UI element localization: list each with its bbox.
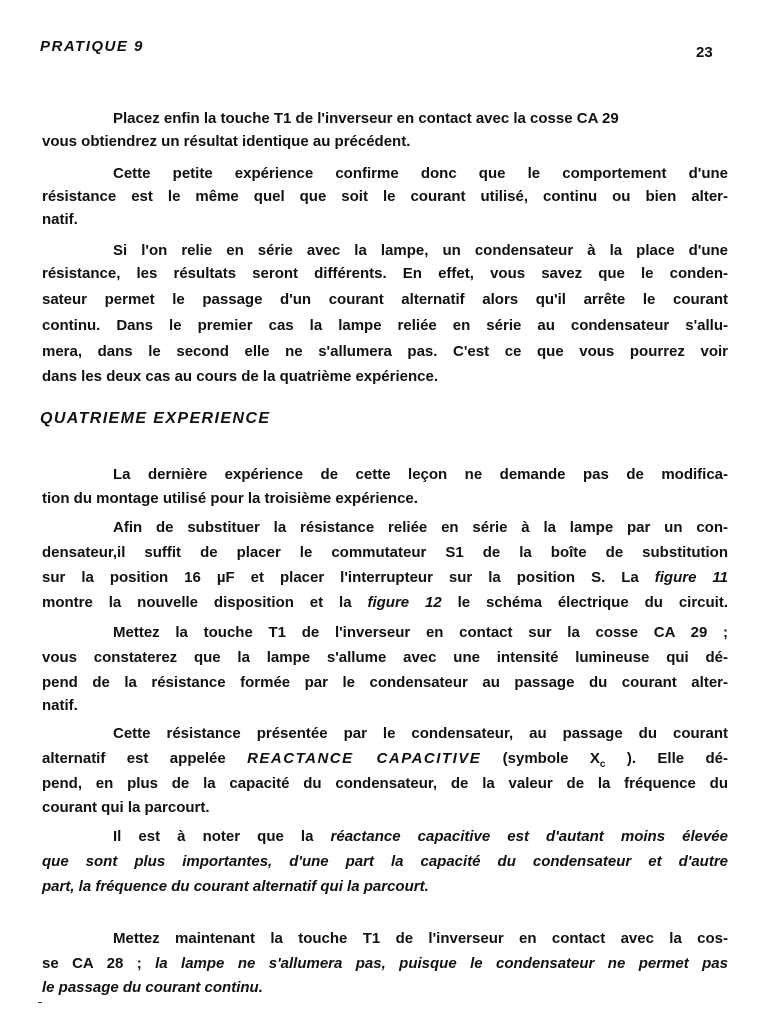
text-line: [42, 748, 728, 770]
text-line: vous constaterez que la lampe s'allume avec une intensité lumineuse qui dé-: [42, 649, 728, 666]
text-run: alternatif est appelée: [42, 750, 248, 767]
text-line: part, la fréquence du courant alternatif qui la parcourt.: [42, 878, 429, 895]
text-run: sur la position 16 µF et placer l'interrupteur sur la position S. La: [42, 569, 655, 586]
scan-mark: [38, 1002, 42, 1003]
subscript: c: [599, 759, 606, 770]
text-line: pend de la résistance formée par le condensateur au passage du courant alter-: [42, 674, 728, 691]
text-line: Mettez maintenant la touche T1 de l'inverseur en contact avec la cos-: [113, 930, 728, 947]
text-line: tion du montage utilisé pour la troisième expérience.: [42, 490, 418, 507]
text-run: se CA 28 ;: [42, 955, 156, 972]
text-line: vous obtiendrez un résultat identique au précédent.: [42, 133, 411, 150]
text-line: que sont plus importantes, d'une part la capacité du condensateur et d'autre: [42, 853, 728, 870]
text-line: Si l'on relie en série avec la lampe, un condensateur à la place d'une: [113, 242, 728, 259]
text-run-italic: réactance capacitive est d'autant moins élevée: [330, 828, 728, 845]
term-emphasis: REACTANCE CAPACITIVE: [247, 750, 482, 767]
text-line: Cette petite expérience confirme donc que le comportement d'une: [113, 165, 728, 182]
text-line: [113, 826, 728, 848]
text-line: Afin de substituer la résistance reliée en série à la lampe par un con-: [113, 519, 728, 536]
figure-reference: figure 11: [654, 569, 729, 586]
text-line: mera, dans le second elle ne s'allumera pas. C'est ce que vous pourrez voir: [42, 343, 728, 360]
section-heading: QUATRIEME EXPERIENCE: [40, 410, 271, 427]
text-line: résistance, les résultats seront différents. En effet, vous savez que le conden-: [42, 265, 728, 282]
text-run: montre la nouvelle disposition et la: [42, 594, 368, 611]
text-line: [42, 567, 728, 589]
text-line: dans les deux cas au cours de la quatrième expérience.: [42, 368, 439, 385]
text-line: Placez enfin la touche T1 de l'inverseur en contact avec la cosse CA 29: [113, 110, 619, 127]
text-line: densateur,il suffit de placer le commutateur S1 de la boîte de substitution: [42, 544, 728, 561]
text-line: sateur permet le passage d'un courant alternatif alors qu'il arrête le courant: [42, 291, 728, 308]
chapter-header: PRATIQUE 9: [40, 38, 144, 55]
text-line: natif.: [42, 697, 78, 714]
text-line: le passage du courant continu.: [42, 979, 263, 996]
text-run-italic: la lampe ne s'allumera pas, puisque le condensateur ne permet pas: [155, 955, 728, 972]
text-run: Il est à noter que la: [113, 828, 331, 845]
text-line: continu. Dans le premier cas la lampe reliée en série au condensateur s'allu-: [42, 317, 728, 334]
text-run: le schéma électrique du circuit.: [441, 594, 728, 611]
text-run: ). Elle dé-: [605, 750, 728, 767]
figure-reference: figure 12: [367, 594, 442, 611]
text-line: Mettez la touche T1 de l'inverseur en contact sur la cosse CA 29 ;: [113, 624, 728, 641]
text-line: résistance est le même quel que soit le courant utilisé, continu ou bien alter-: [42, 188, 728, 205]
text-line: [42, 592, 728, 614]
text-run: (symbole X: [481, 750, 600, 767]
text-line: Cette résistance présentée par le condensateur, au passage du courant: [113, 725, 728, 742]
text-line: La dernière expérience de cette leçon ne demande pas de modifica-: [113, 466, 728, 483]
page-number: 23: [696, 44, 713, 61]
text-line: [42, 953, 728, 975]
text-line: pend, en plus de la capacité du condensateur, de la valeur de la fréquence du: [42, 775, 728, 792]
text-line: courant qui la parcourt.: [42, 799, 210, 816]
text-line: natif.: [42, 211, 78, 228]
